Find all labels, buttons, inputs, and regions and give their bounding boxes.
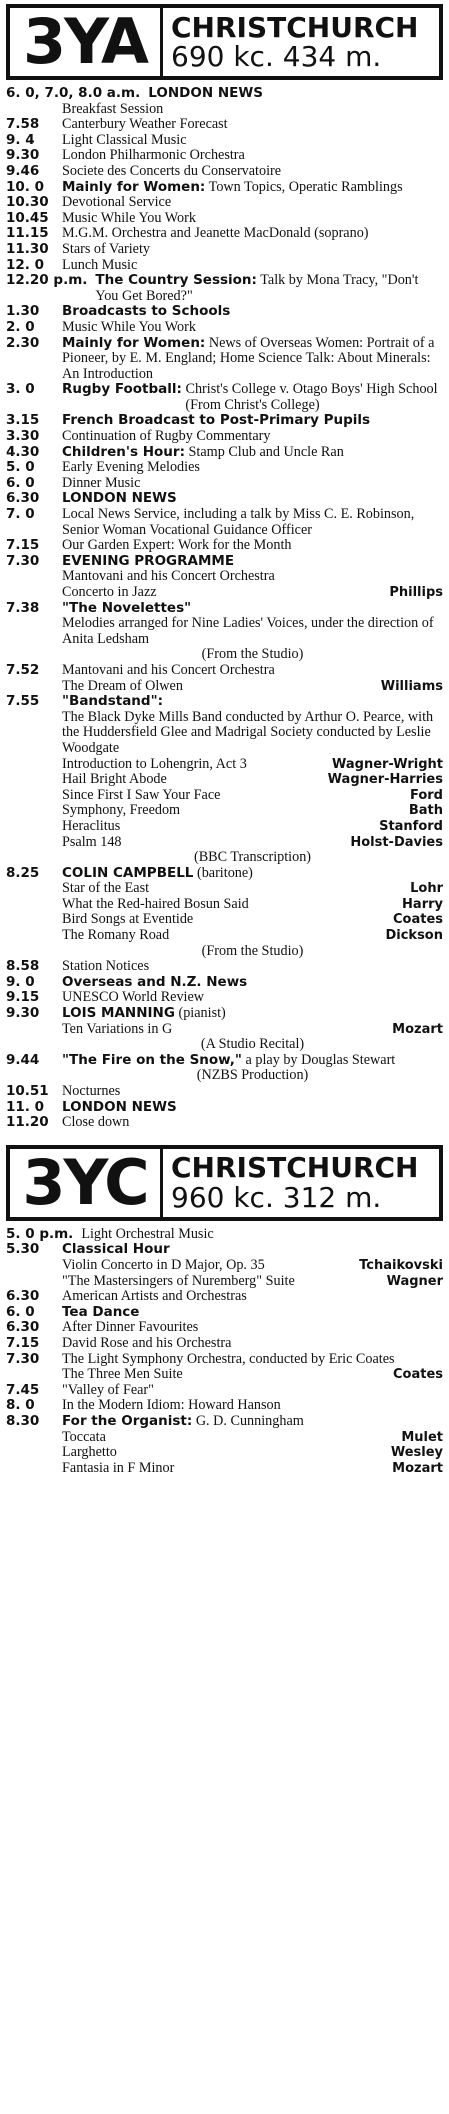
piece-title: Concerto in Jazz	[62, 584, 157, 600]
schedule-entry	[6, 912, 443, 928]
composer: Mozart	[392, 1460, 443, 1476]
entry-time: 9. 0	[6, 973, 35, 990]
entry-text: (NZBS Production)	[196, 1067, 309, 1084]
entry-title: COLIN CAMPBELL	[62, 864, 194, 881]
schedule-entry	[6, 1367, 443, 1383]
entry-text: Continuation of Rugby Commentary	[62, 428, 271, 445]
entry-description	[62, 211, 443, 227]
composer: Mozart	[392, 1021, 443, 1037]
entry-text: Mantovani and his Concert Orchestra	[62, 661, 275, 678]
schedule-entry	[6, 117, 443, 133]
schedule-entry	[6, 881, 443, 897]
entry-time: 7.45	[6, 1381, 40, 1398]
entry-text: The Black Dyke Mills Band conducted by Arthur O. Pearce, with the Huddersfield Glee and Madrigal Society conducted by Leslie Woodgate	[62, 708, 434, 756]
entry-description	[62, 429, 443, 445]
entry-time: 6. 0	[6, 1303, 35, 1320]
station-header-3ya	[6, 4, 443, 80]
schedule-entry	[6, 460, 443, 476]
entry-time: 10.51	[6, 1083, 49, 1099]
entry-text: (baritone)	[196, 864, 253, 881]
entry-text: G. D. Cunningham	[195, 1412, 304, 1429]
composer: Bath	[408, 803, 443, 819]
entry-time: 11.15	[6, 225, 49, 242]
entry-time: 7.55	[6, 693, 40, 710]
station-logo-text: 3YC	[22, 1145, 148, 1219]
entry-text: Breakfast Session	[62, 100, 164, 117]
entry-description	[62, 1320, 443, 1336]
schedule-entry	[6, 897, 443, 913]
schedule-entry	[6, 1289, 443, 1305]
schedule-entry	[6, 1115, 443, 1131]
station-city: CHRISTCHURCH	[171, 1151, 419, 1185]
entry-time: 8.58	[6, 958, 40, 975]
schedule-3ya	[0, 86, 449, 1131]
entry-time: 9.15	[6, 989, 40, 1006]
schedule-entry	[6, 928, 443, 944]
entry-title: Children's Hour:	[62, 443, 185, 460]
entry-description	[62, 538, 443, 554]
station-frequency: 690 kc. 434 m.	[171, 40, 382, 73]
schedule-entry	[6, 507, 443, 538]
entry-title: "Bandstand":	[62, 693, 164, 710]
piece-title: Star of the East	[62, 880, 150, 897]
entry-text: Light Orchestral Music	[81, 1225, 214, 1242]
entry-description	[62, 226, 443, 242]
entry-text: Music While You Work	[62, 318, 196, 335]
schedule-entry	[6, 180, 443, 196]
entry-text: Music While You Work	[62, 209, 196, 226]
schedule-entry	[6, 757, 443, 773]
entry-description	[62, 102, 443, 118]
entry-title: LONDON NEWS	[148, 85, 263, 101]
entry-description	[62, 990, 443, 1006]
entry-description	[62, 476, 443, 492]
entry-description	[62, 180, 443, 196]
entry-time: 9.30	[6, 147, 40, 164]
entry-description	[62, 710, 443, 757]
composer: Wagner-Harries	[327, 772, 443, 788]
schedule-entry	[6, 850, 443, 866]
piece-title: The Dream of Olwen	[62, 677, 183, 694]
schedule-entry	[6, 336, 443, 383]
entry-text: (BBC Transcription)	[193, 849, 312, 866]
piece-title: Introduction to Lohengrin, Act 3	[62, 755, 247, 772]
schedule-entry	[6, 1006, 443, 1022]
entry-time: 2.30	[6, 334, 40, 351]
entry-text: Canterbury Weather Forecast	[62, 116, 228, 133]
entry-time: 6. 0	[6, 474, 35, 491]
composer: Wagner-Wright	[331, 756, 443, 772]
program-listing-page	[0, 4, 449, 2114]
entry-description	[62, 148, 443, 164]
schedule-3yc	[0, 1227, 449, 1477]
composer: Harry	[402, 896, 443, 912]
composer: Wesley	[390, 1445, 443, 1461]
entry-time: 11. 0	[6, 1098, 45, 1115]
entry-description	[62, 1305, 443, 1321]
entry-title: Mainly for Women:	[62, 334, 206, 351]
entry-title: Mainly for Women:	[62, 178, 206, 195]
entry-text: "Valley of Fear"	[62, 1381, 154, 1398]
entry-time: 9.30	[6, 1005, 40, 1022]
piece-title: Larghetto	[62, 1444, 117, 1461]
schedule-entry	[6, 1445, 443, 1461]
piece-title: The Romany Road	[62, 927, 170, 944]
piece-title: Psalm 148	[62, 833, 122, 850]
entry-title: Overseas and N.Z. News	[62, 973, 248, 990]
entry-time: 5.30	[6, 1241, 40, 1258]
entry-description	[62, 1352, 443, 1368]
schedule-entry	[6, 569, 443, 585]
schedule-entry	[6, 1258, 443, 1274]
entry-text: M.G.M. Orchestra and Jeanette MacDonald (soprano)	[62, 225, 369, 242]
entry-description	[62, 1242, 443, 1258]
schedule-entry	[6, 1100, 443, 1116]
piece-title: What the Red-haired Bosun Said	[62, 895, 249, 912]
piece-title: Hail Bright Abode	[62, 771, 167, 788]
entry-time: 3.15	[6, 412, 40, 429]
composer: Ford	[409, 787, 443, 803]
entry-description	[62, 336, 443, 383]
entry-text: After Dinner Favourites	[62, 1319, 199, 1336]
entry-description	[62, 1115, 443, 1131]
composer: Dickson	[385, 928, 443, 944]
entry-text: Town Topics, Operatic Ramblings	[208, 178, 403, 195]
entry-title: "The Fire on the Snow,"	[62, 1051, 242, 1068]
entry-description	[62, 304, 443, 320]
schedule-entry	[6, 1320, 443, 1336]
schedule-entry	[6, 195, 443, 211]
schedule-entry	[6, 413, 443, 429]
schedule-entry	[6, 1053, 443, 1069]
entry-time: 1.30	[6, 303, 40, 320]
entry-description	[62, 320, 443, 336]
entry-time: 6.30	[6, 1288, 40, 1305]
schedule-entry	[6, 1305, 443, 1321]
entry-title: Rugby Football:	[62, 381, 182, 398]
entry-text: (From the Studio)	[201, 942, 304, 959]
entry-description	[62, 569, 443, 585]
piece-title: The Three Men Suite	[62, 1366, 183, 1383]
schedule-entry	[6, 585, 443, 601]
entry-time: 10.45	[6, 209, 49, 226]
schedule-entry	[6, 1274, 443, 1290]
schedule-entry	[6, 694, 443, 710]
schedule-entry	[6, 866, 443, 882]
schedule-entry	[6, 86, 443, 102]
schedule-entry	[6, 554, 443, 570]
entry-time: 11.20	[6, 1114, 49, 1131]
entry-text: The Light Symphony Orchestra, conducted by Eric Coates	[62, 1350, 395, 1367]
entry-description	[62, 164, 443, 180]
entry-description	[62, 866, 443, 882]
schedule-entry	[6, 1383, 443, 1399]
entry-description	[62, 616, 443, 647]
entry-description	[62, 491, 443, 507]
entry-description	[62, 1336, 443, 1352]
entry-text: Lunch Music	[62, 256, 138, 273]
schedule-entry	[6, 102, 443, 118]
entry-description	[62, 413, 443, 429]
entry-text: Christ's College v. Otago Boys' High School	[185, 381, 438, 398]
entry-description	[62, 1053, 443, 1069]
entry-time: 7. 0	[6, 506, 35, 523]
entry-text: American Artists and Orchestras	[62, 1288, 247, 1305]
entry-text: (From the Studio)	[201, 646, 304, 663]
entry-time: 6.30	[6, 490, 40, 507]
entry-time: 7.30	[6, 1350, 40, 1367]
entry-title: LONDON NEWS	[62, 490, 177, 507]
composer: Tchaikovski	[359, 1257, 443, 1273]
entry-description	[62, 1068, 443, 1084]
station-info	[163, 8, 439, 76]
entry-description	[62, 1100, 443, 1116]
entry-description	[62, 382, 443, 398]
entry-time: 5. 0 p.m.	[6, 1225, 74, 1242]
composer: Phillips	[389, 585, 443, 600]
composer: Lohr	[410, 881, 443, 897]
schedule-entry	[6, 1352, 443, 1368]
entry-time: 7.15	[6, 1334, 40, 1351]
entry-time: 11.30	[6, 240, 49, 257]
piece-title: Fantasia in F Minor	[62, 1459, 175, 1476]
entry-description	[81, 1227, 443, 1243]
station-logo	[10, 1145, 163, 1219]
entry-description	[62, 242, 443, 258]
entry-time: 8.25	[6, 864, 40, 881]
schedule-entry	[6, 944, 443, 960]
entry-time: 7.52	[6, 661, 40, 678]
piece-title: Bird Songs at Eventide	[62, 911, 194, 928]
entry-description	[62, 601, 443, 617]
schedule-entry	[6, 679, 443, 695]
entry-text: Light Classical Music	[62, 131, 187, 148]
composer: Coates	[392, 1367, 443, 1383]
schedule-entry	[6, 320, 443, 336]
schedule-entry	[6, 710, 443, 757]
composer: Wagner	[386, 1273, 443, 1289]
entry-time: 3.30	[6, 428, 40, 445]
entry-description	[62, 647, 443, 663]
entry-text: London Philharmonic Orchestra	[62, 147, 245, 164]
schedule-entry	[6, 772, 443, 788]
entry-time: 2. 0	[6, 318, 35, 335]
schedule-entry	[6, 835, 443, 851]
entry-title: The Country Session:	[95, 272, 257, 289]
composer: Coates	[392, 912, 443, 928]
entry-description	[62, 133, 443, 149]
entry-description	[62, 694, 443, 710]
schedule-entry	[6, 803, 443, 819]
entry-text: (From Christ's College)	[185, 396, 320, 413]
schedule-entry	[6, 445, 443, 461]
schedule-entry	[6, 226, 443, 242]
schedule-entry	[6, 663, 443, 679]
schedule-entry	[6, 538, 443, 554]
entry-description	[62, 195, 443, 211]
schedule-entry	[6, 273, 443, 304]
composer: Holst-Davies	[350, 834, 443, 850]
entry-time: 9.44	[6, 1051, 40, 1068]
entry-description	[62, 117, 443, 133]
piece-title: Symphony, Freedom	[62, 802, 181, 819]
entry-title: "The Novelettes"	[62, 599, 192, 616]
schedule-entry	[6, 601, 443, 617]
entry-time: 8.30	[6, 1412, 40, 1429]
entry-description	[62, 1289, 443, 1305]
schedule-entry	[6, 819, 443, 835]
entry-title: EVENING PROGRAMME	[62, 552, 235, 569]
entry-description	[62, 1084, 443, 1100]
entry-text: Talk by Mona Tracy, "Don't You Get Bored?"	[95, 272, 419, 304]
entry-time: 12. 0	[6, 256, 45, 273]
entry-description	[62, 460, 443, 476]
entry-time: 12.20 p.m.	[6, 272, 88, 289]
entry-text: (A Studio Recital)	[200, 1036, 305, 1053]
station-header-3yc	[6, 1145, 443, 1221]
entry-description	[95, 273, 443, 304]
entry-time: 7.38	[6, 599, 40, 616]
piece-title: Toccata	[62, 1428, 106, 1445]
entry-description	[62, 850, 443, 866]
entry-text: Close down	[62, 1114, 130, 1131]
composer: Mulet	[401, 1429, 443, 1445]
schedule-entry	[6, 1430, 443, 1446]
entry-title: Classical Hour	[62, 1241, 170, 1258]
schedule-entry	[6, 258, 443, 274]
entry-description	[148, 86, 443, 102]
entry-text: a play by Douglas Stewart	[245, 1051, 396, 1068]
schedule-entry	[6, 133, 443, 149]
entry-description	[62, 1383, 443, 1399]
entry-text: Melodies arranged for Nine Ladies' Voices, under the direction of Anita Ledsham	[62, 615, 434, 647]
entry-text: Mantovani and his Concert Orchestra	[62, 568, 275, 585]
entry-text: Our Garden Expert: Work for the Month	[62, 537, 292, 554]
schedule-entry	[6, 990, 443, 1006]
entry-description	[62, 1414, 443, 1430]
entry-text: (pianist)	[178, 1005, 226, 1022]
schedule-entry	[6, 975, 443, 991]
schedule-entry	[6, 1414, 443, 1430]
schedule-entry	[6, 476, 443, 492]
entry-time: 5. 0	[6, 459, 35, 476]
entry-description	[62, 975, 443, 991]
entry-title: Tea Dance	[62, 1303, 140, 1320]
entry-text: Nocturnes	[62, 1083, 121, 1099]
entry-time: 3. 0	[6, 381, 35, 398]
entry-time: 7.30	[6, 552, 40, 569]
entry-description	[62, 1006, 443, 1022]
piece-title: Violin Concerto in D Major, Op. 35	[62, 1256, 265, 1273]
entry-time: 6.30	[6, 1319, 40, 1336]
schedule-entry	[6, 1084, 443, 1100]
schedule-entry	[6, 1398, 443, 1414]
piece-title: Heraclitus	[62, 817, 121, 834]
entry-text: Stamp Club and Uncle Ran	[188, 443, 344, 460]
schedule-entry	[6, 1336, 443, 1352]
schedule-entry	[6, 1068, 443, 1084]
entry-description	[62, 507, 443, 538]
station-logo	[10, 5, 163, 78]
entry-time: 6. 0, 7.0, 8.0 a.m.	[6, 85, 141, 101]
station-frequency: 960 kc. 312 m.	[171, 1180, 382, 1214]
entry-description	[62, 944, 443, 960]
entry-time: 9. 4	[6, 131, 35, 148]
entry-description	[62, 554, 443, 570]
entry-text: David Rose and his Orchestra	[62, 1334, 232, 1351]
entry-text: News of Overseas Women: Portrait of a Pioneer, by E. M. England; Home Science Talk: About Minerals: An Introduction	[62, 334, 435, 382]
entry-time: 7.58	[6, 116, 40, 133]
piece-title: Since First I Saw Your Face	[62, 786, 221, 803]
entry-title: French Broadcast to Post-Primary Pupils	[62, 412, 371, 429]
entry-text: Dinner Music	[62, 474, 141, 491]
entry-text: Stars of Variety	[62, 240, 150, 257]
schedule-entry	[6, 1037, 443, 1053]
entry-text: UNESCO World Review	[62, 989, 205, 1006]
entry-description	[62, 258, 443, 274]
schedule-entry	[6, 429, 443, 445]
entry-description	[62, 398, 443, 414]
entry-title: LOIS MANNING	[62, 1005, 175, 1022]
entry-text: Societe des Concerts du Conservatoire	[62, 162, 282, 179]
schedule-entry	[6, 1461, 443, 1477]
entry-description	[62, 1398, 443, 1414]
schedule-entry	[6, 398, 443, 414]
schedule-entry	[6, 148, 443, 164]
entry-time: 9.46	[6, 162, 40, 179]
entry-title: Broadcasts to Schools	[62, 303, 231, 320]
schedule-entry	[6, 647, 443, 663]
entry-text: Station Notices	[62, 958, 150, 975]
entry-description	[62, 959, 443, 975]
schedule-entry	[6, 382, 443, 398]
schedule-entry	[6, 616, 443, 647]
entry-time: 7.15	[6, 537, 40, 554]
schedule-entry	[6, 1022, 443, 1038]
schedule-entry	[6, 1242, 443, 1258]
piece-title: "The Mastersingers of Nuremberg" Suite	[62, 1272, 295, 1289]
schedule-entry	[6, 211, 443, 227]
schedule-entry	[6, 1227, 443, 1243]
entry-description	[62, 663, 443, 679]
schedule-entry	[6, 491, 443, 507]
schedule-entry	[6, 304, 443, 320]
station-city: CHRISTCHURCH	[171, 10, 419, 44]
entry-description	[62, 1037, 443, 1053]
schedule-entry	[6, 959, 443, 975]
entry-text: In the Modern Idiom: Howard Hanson	[62, 1397, 281, 1414]
station-logo-text: 3YA	[22, 5, 148, 78]
entry-text: Local News Service, including a talk by Miss C. E. Robinson, Senior Woman Vocational Guidance Officer	[62, 506, 415, 538]
entry-time: 10.30	[6, 194, 49, 211]
station-info	[163, 1149, 439, 1217]
entry-time: 8. 0	[6, 1397, 35, 1414]
piece-title: Ten Variations in G	[62, 1020, 173, 1037]
composer: Stanford	[379, 818, 443, 834]
entry-title: LONDON NEWS	[62, 1098, 177, 1115]
entry-description	[62, 445, 443, 461]
schedule-entry	[6, 164, 443, 180]
entry-title: For the Organist:	[62, 1412, 193, 1429]
schedule-entry	[6, 242, 443, 258]
schedule-entry	[6, 788, 443, 804]
entry-text: Devotional Service	[62, 194, 172, 211]
entry-text: Early Evening Melodies	[62, 459, 200, 476]
composer: Williams	[380, 678, 443, 694]
entry-time: 4.30	[6, 443, 40, 460]
entry-time: 10. 0	[6, 178, 45, 195]
